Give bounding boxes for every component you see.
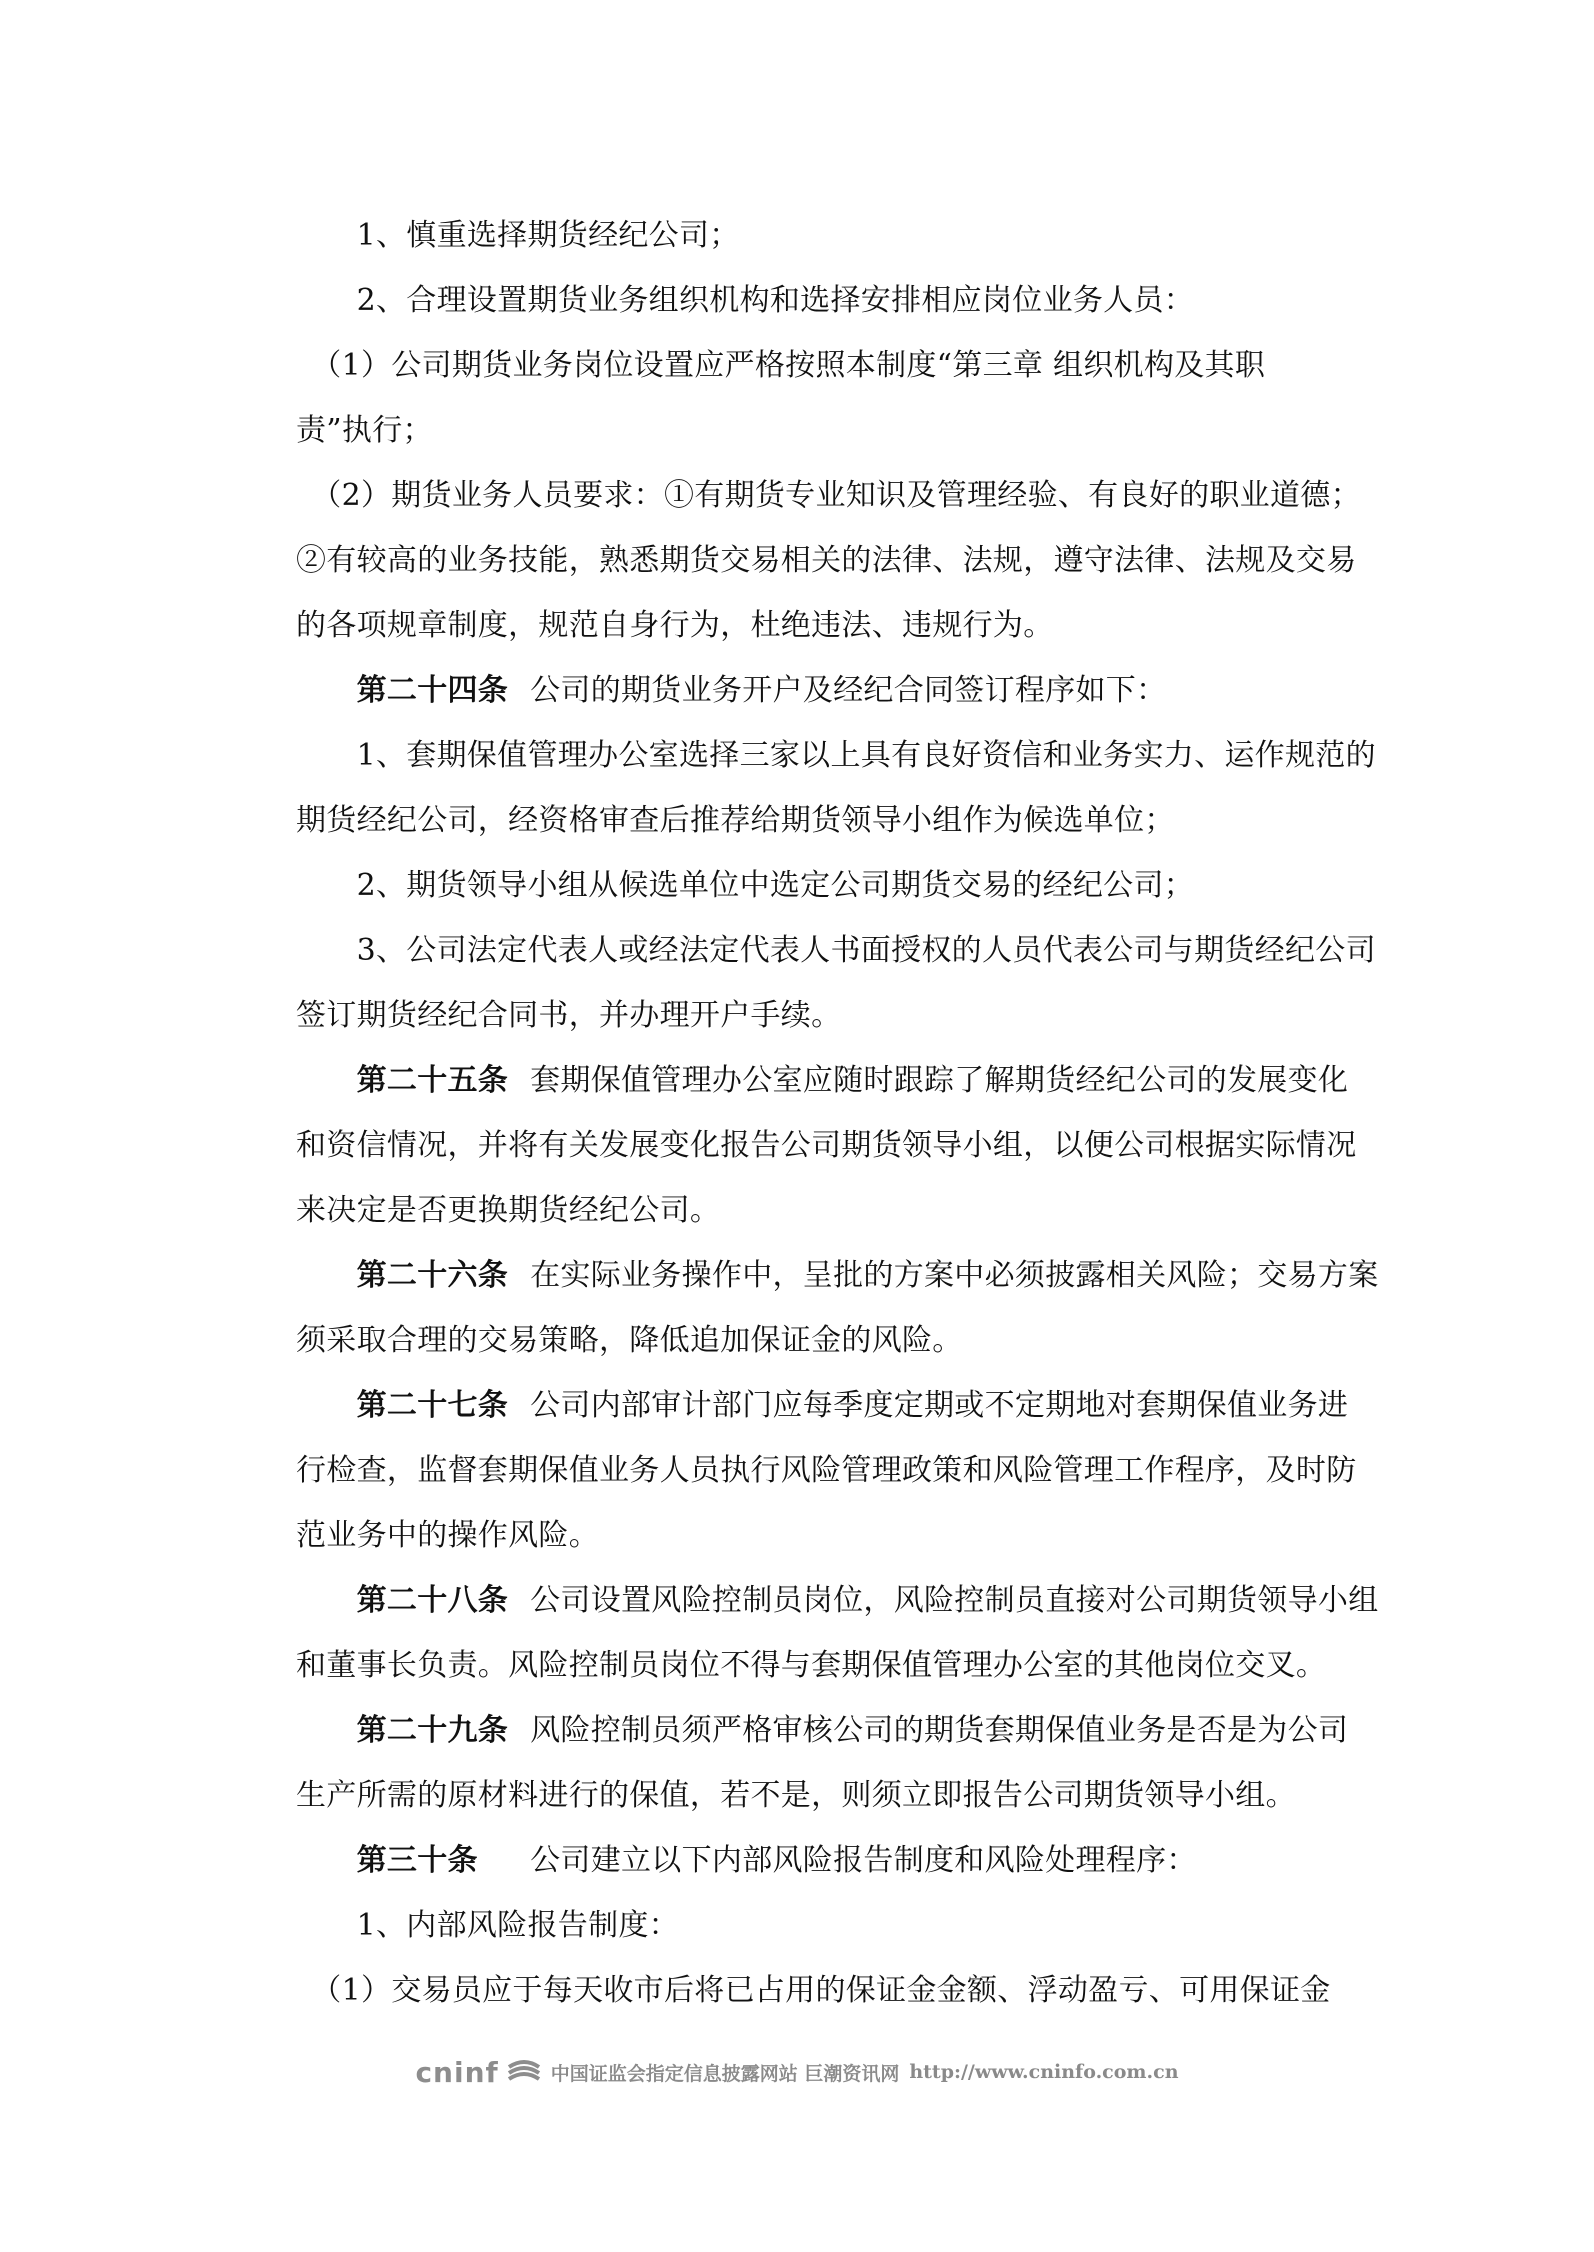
article-number: 第二十六条 xyxy=(356,1258,509,1293)
article-number: 第二十七条 xyxy=(356,1388,509,1423)
paragraph-line: 签订期货经纪合同书，并办理开户手续。 xyxy=(296,998,842,1033)
paragraph-line: 1、内部风险报告制度： xyxy=(296,1908,679,1943)
document-body xyxy=(296,203,1379,2023)
article-text: 公司内部审计部门应每季度定期或不定期地对套期保值业务进 xyxy=(530,1388,1349,1423)
paragraph-line: （1）公司期货业务岗位设置应严格按照本制度“第三章 组织机构及其职 xyxy=(296,348,1266,383)
page-footer xyxy=(0,2052,1594,2092)
article-text: 公司的期货业务开户及经纪合同签订程序如下： xyxy=(530,673,1167,708)
body-paragraph xyxy=(296,1958,1376,2023)
paragraph-line: 1、慎重选择期货经纪公司； xyxy=(296,218,740,253)
paragraph-line: （2）期货业务人员要求：①有期货专业知识及管理经验、有良好的职业道德； xyxy=(296,478,1361,513)
paragraph-line: （1）交易员应于每天收市后将已占用的保证金金额、浮动盈亏、可用保证金 xyxy=(296,1973,1331,2008)
article-number: 第二十九条 xyxy=(356,1713,509,1748)
body-paragraph xyxy=(296,1893,1376,1958)
body-paragraph xyxy=(296,268,1376,333)
cninf-logo-text: cninf xyxy=(415,2055,499,2089)
paragraph-line: 2、期货领导小组从候选单位中选定公司期货交易的经纪公司； xyxy=(296,868,1195,903)
paragraph-line: 生产所需的原材料进行的保值，若不是，则须立即报告公司期货领导小组。 xyxy=(296,1778,1296,1813)
body-paragraph xyxy=(296,723,1376,853)
article-number: 第三十条 xyxy=(356,1843,478,1878)
article-text: 在实际业务操作中，呈批的方案中必须披露相关风险；交易方案 xyxy=(530,1258,1379,1293)
paragraph-line: 期货经纪公司，经资格审查后推荐给期货领导小组作为候选单位； xyxy=(296,803,1175,838)
paragraph-line xyxy=(296,1828,1376,1893)
article-paragraph xyxy=(296,1828,1376,1893)
article-paragraph xyxy=(296,658,1376,723)
paragraph-line xyxy=(296,1048,1376,1113)
body-paragraph xyxy=(296,918,1376,1048)
paragraph-line xyxy=(296,658,1376,723)
body-paragraph xyxy=(296,463,1376,658)
article-text: 公司设置风险控制员岗位，风险控制员直接对公司期货领导小组 xyxy=(530,1583,1379,1618)
paragraph-line: 行检查，监督套期保值业务人员执行风险管理政策和风险管理工作程序，及时防 xyxy=(296,1453,1357,1488)
paragraph-line: 来决定是否更换期货经纪公司。 xyxy=(296,1193,721,1228)
paragraph-line xyxy=(296,1243,1379,1308)
cninf-logo-icon xyxy=(505,2059,543,2085)
article-paragraph xyxy=(296,1373,1376,1568)
body-paragraph xyxy=(296,203,1376,268)
article-text: 公司建立以下内部风险报告制度和风险处理程序： xyxy=(499,1843,1197,1878)
article-paragraph xyxy=(296,1568,1379,1698)
article-text: 套期保值管理办公室应随时跟踪了解期货经纪公司的发展变化 xyxy=(530,1063,1349,1098)
paragraph-line: ②有较高的业务技能，熟悉期货交易相关的法律、法规，遵守法律、法规及交易 xyxy=(296,543,1357,578)
paragraph-line: 责”执行； xyxy=(296,413,433,448)
article-text: 风险控制员须严格审核公司的期货套期保值业务是否是为公司 xyxy=(530,1713,1349,1748)
article-number: 第二十五条 xyxy=(356,1063,509,1098)
paragraph-line xyxy=(296,1568,1379,1633)
paragraph-line xyxy=(296,1373,1376,1438)
article-paragraph xyxy=(296,1243,1379,1373)
paragraph-line: 范业务中的操作风险。 xyxy=(296,1518,599,1553)
paragraph-line xyxy=(296,1698,1376,1763)
paragraph-line: 须采取合理的交易策略，降低追加保证金的风险。 xyxy=(296,1323,963,1358)
paragraph-line: 的各项规章制度，规范自身行为，杜绝违法、违规行为。 xyxy=(296,608,1054,643)
paragraph-line: 1、套期保值管理办公室选择三家以上具有良好资信和业务实力、运作规范的 xyxy=(296,738,1376,773)
article-paragraph xyxy=(296,1698,1376,1828)
paragraph-line: 和资信情况，并将有关发展变化报告公司期货领导小组，以便公司根据实际情况 xyxy=(296,1128,1357,1163)
paragraph-line: 3、公司法定代表人或经法定代表人书面授权的人员代表公司与期货经纪公司 xyxy=(296,933,1376,968)
paragraph-line: 2、合理设置期货业务组织机构和选择安排相应岗位业务人员： xyxy=(296,283,1195,318)
article-number: 第二十八条 xyxy=(356,1583,509,1618)
body-paragraph xyxy=(296,853,1376,918)
body-paragraph xyxy=(296,333,1376,463)
footer-url-link[interactable]: http://www.cninfo.com.cn xyxy=(909,2061,1179,2083)
footer-site-name: 中国证监会指定信息披露网站 巨潮资讯网 xyxy=(550,2062,900,2085)
article-number: 第二十四条 xyxy=(356,673,509,708)
article-paragraph xyxy=(296,1048,1376,1243)
paragraph-line: 和董事长负责。风险控制员岗位不得与套期保值管理办公室的其他岗位交叉。 xyxy=(296,1648,1327,1683)
